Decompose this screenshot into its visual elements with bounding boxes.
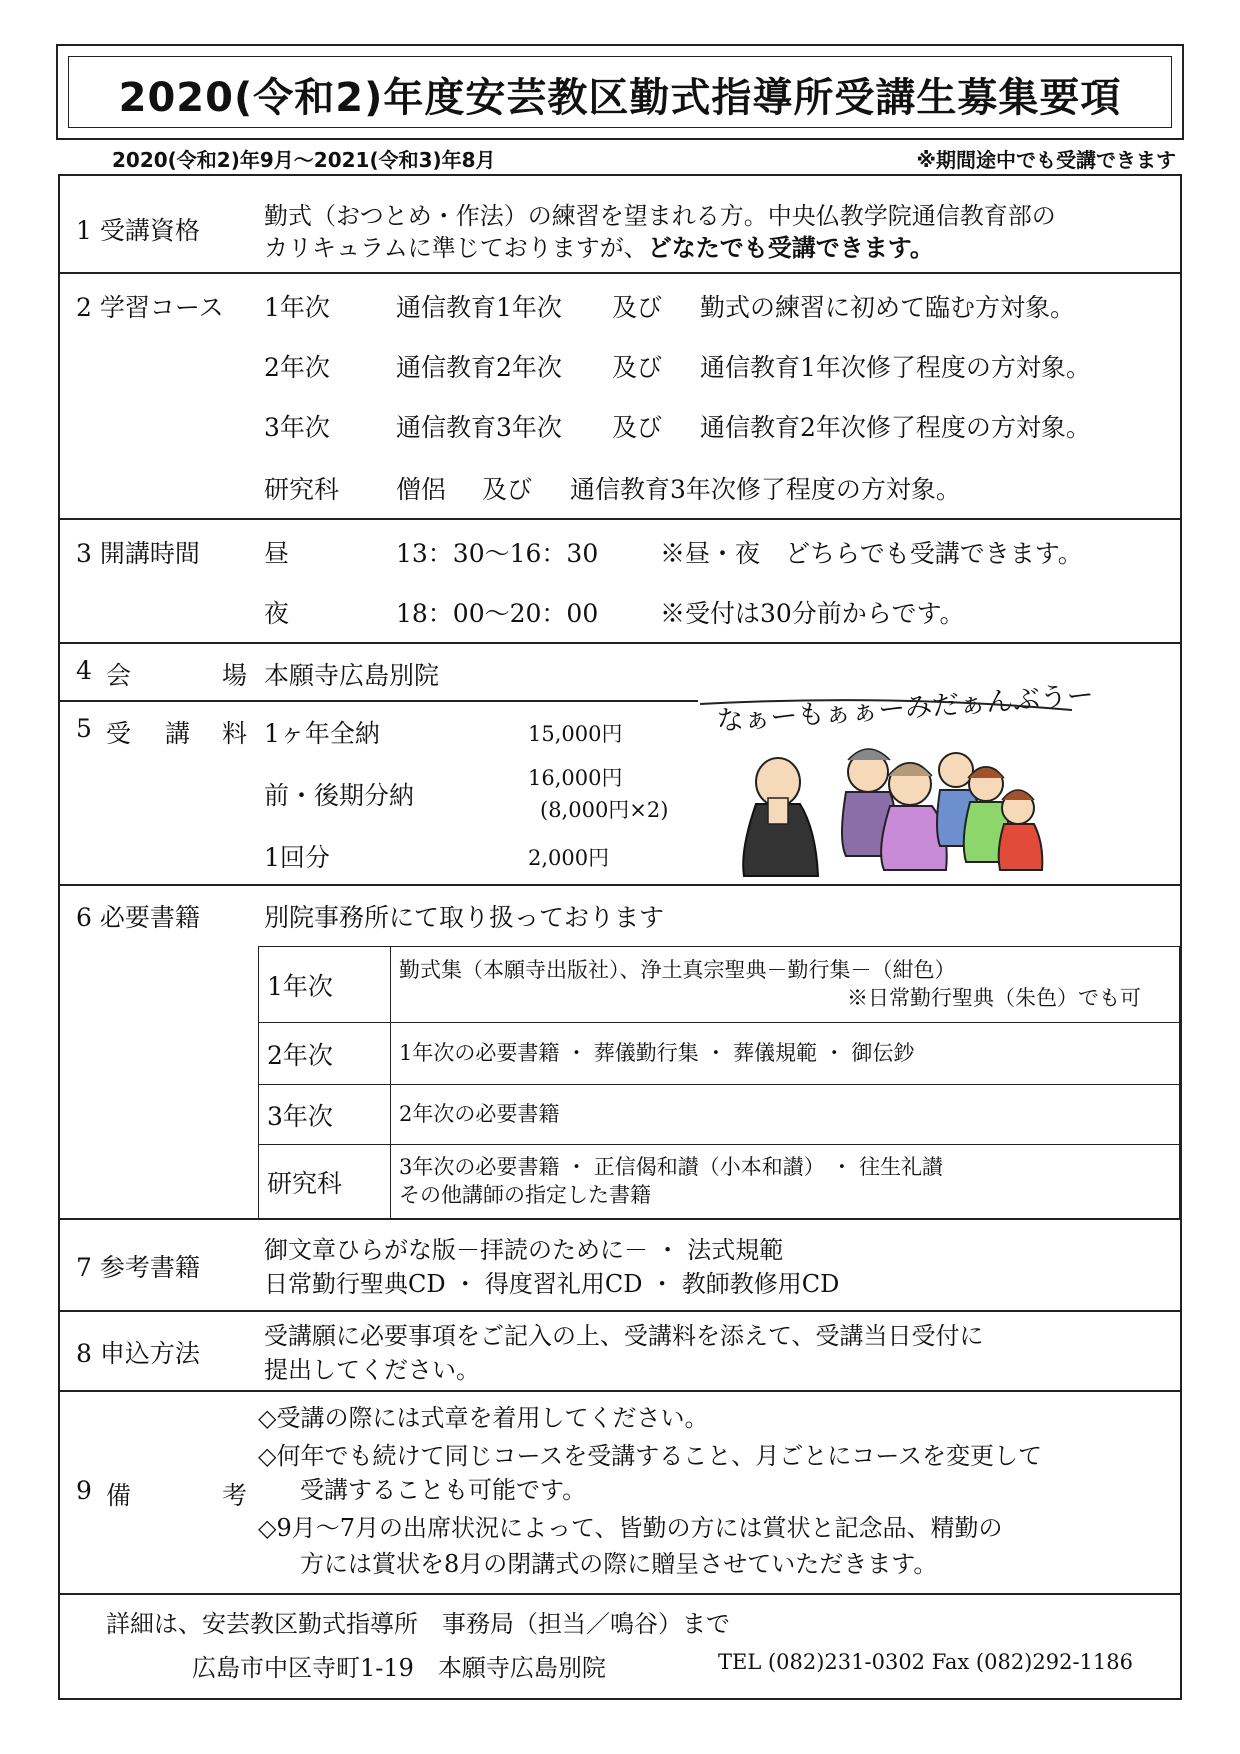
course-and: 及び (612, 413, 663, 442)
section-5-label-num: 5 (76, 714, 92, 743)
divider (58, 700, 698, 702)
venue: 本願寺広島別院 (264, 661, 440, 690)
table-row (259, 947, 1180, 1023)
reference-line-1: 御文章ひらがな版－拝読のために－ ・ 法式規範 (264, 1236, 784, 1264)
section-9-label-a: 備 (106, 1481, 132, 1510)
day-time: 13：30～16：30 (396, 539, 599, 568)
course-year: 2年次 (264, 353, 330, 382)
divider (58, 272, 1182, 274)
remark-line-2: ◇何年でも続けて同じコースを受講すること、月ごとにコースを変更して (258, 1442, 1043, 1470)
required-books-table (258, 946, 1180, 1219)
night-time: 18：00～20：00 (396, 599, 599, 628)
remark-line-3: 受講することも可能です。 (300, 1476, 587, 1504)
book-year: 3年次 (259, 1085, 391, 1145)
contact-phone: TEL (082)231-0302 Fax (082)292-1186 (718, 1650, 1133, 1674)
illustration-caption: なぁーもぁぁーみだぁんぶうー (715, 679, 1095, 738)
section-5-label-a: 受 (106, 719, 132, 748)
caption-line (700, 700, 1072, 710)
course-target: 勤式の練習に初めて臨む方対象。 (700, 293, 1076, 322)
section-9-label-num: 9 (76, 1476, 92, 1505)
period-note: ※期間途中でも受講できます (916, 148, 1176, 172)
praying-people-illustration (700, 680, 1080, 880)
divider (58, 518, 1182, 520)
course-name: 通信教育3年次 (396, 413, 562, 442)
course-and: 及び (482, 475, 533, 504)
course-year: 3年次 (264, 413, 330, 442)
divider (58, 1310, 1182, 1312)
book-line: その他講師の指定した書籍 (399, 1182, 651, 1207)
books-intro: 別院事務所にて取り扱っております (264, 903, 665, 932)
section-2-label: 2 学習コース (76, 293, 224, 322)
section-1-line-1: 勤式（おつとめ・作法）の練習を望まれる方。中央仏教学院通信教育部の (264, 202, 1056, 230)
section-5-label-b: 講 (165, 719, 191, 748)
section-1-line-2a: カリキュラムに準じておりますが、 (264, 234, 648, 262)
kid-figure (999, 790, 1043, 870)
course-and: 及び (612, 293, 663, 322)
apply-line-1: 受講願に必要事項をご記入の上、受講料を添えて、受講当日受付に (264, 1322, 984, 1350)
course-period: 2020(令和2)年9月～2021(令和3)年8月 (112, 148, 496, 172)
fee-price: 15,000円 (528, 722, 623, 746)
divider (58, 1390, 1182, 1392)
section-9-label-b: 考 (222, 1481, 248, 1510)
night-note: ※受付は30分前からです。 (660, 599, 965, 628)
fee-name: 1ヶ年全納 (264, 719, 380, 748)
course-year: 1年次 (264, 293, 330, 322)
section-8-label: 8 申込方法 (76, 1339, 200, 1368)
fee-detail: (8,000円×2) (540, 798, 669, 822)
book-content (391, 1145, 1180, 1219)
section-1-label: 1 受講資格 (76, 216, 200, 245)
section-5-label-c: 料 (222, 719, 248, 748)
section-3-label: 3 開講時間 (76, 539, 200, 568)
book-year: 1年次 (259, 947, 391, 1023)
table-row (259, 1085, 1180, 1145)
title-frame (56, 44, 1184, 140)
section-4-label-b: 場 (222, 661, 248, 690)
table-row (259, 1145, 1180, 1219)
contact-address: 広島市中区寺町1-19 本願寺広島別院 (192, 1654, 606, 1682)
book-line: 勤式集（本願寺出版社）、浄土真宗聖典－勤行集－（紺色） (399, 958, 956, 983)
book-content (391, 947, 1180, 1023)
course-name: 通信教育2年次 (396, 353, 562, 382)
monk-figure (743, 758, 818, 876)
course-target: 通信教育3年次修了程度の方対象。 (570, 475, 961, 504)
page-title: 2020(令和2)年度安芸教区勤式指導所受講生募集要項 (118, 75, 1122, 121)
fee-price: 16,000円 (528, 766, 623, 790)
section-1-highlight: どなたでも受講できます。 (647, 234, 934, 262)
info-table-frame (58, 174, 1182, 1700)
remark-line-1: ◇受講の際には式章を着用してください。 (258, 1404, 709, 1432)
remark-line-4: ◇9月～7月の出席状況によって、皆勤の方には賞状と記念品、精勤の (258, 1514, 1003, 1542)
section-6-label: 6 必要書籍 (76, 903, 200, 932)
fee-price: 2,000円 (528, 846, 610, 870)
divider (58, 1593, 1182, 1595)
reference-line-2: 日常勤行聖典CD ・ 得度習礼用CD ・ 教師教修用CD (264, 1270, 840, 1298)
section-1-line-2 (264, 228, 934, 263)
table-row (259, 1023, 1180, 1085)
course-target: 通信教育2年次修了程度の方対象。 (700, 413, 1091, 442)
night-label: 夜 (264, 599, 290, 628)
remark-line-5: 方には賞状を8月の閉講式の際に贈呈させていただきます。 (300, 1550, 938, 1578)
section-4-label-a: 会 (106, 661, 132, 690)
divider (58, 884, 1182, 886)
contact-line: 詳細は、安芸教区勤式指導所 事務局（担当／鳴谷）まで (106, 1610, 730, 1638)
section-7-label: 7 参考書籍 (76, 1253, 200, 1282)
course-target: 通信教育1年次修了程度の方対象。 (700, 353, 1091, 382)
fee-name: 前・後期分納 (264, 781, 415, 810)
book-year: 2年次 (259, 1023, 391, 1085)
course-year: 研究科 (264, 475, 340, 504)
course-name: 僧侶 (396, 475, 447, 504)
day-note: ※昼・夜 どちらでも受講できます。 (660, 539, 1083, 568)
course-and: 及び (612, 353, 663, 382)
book-line: 3年次の必要書籍 ・ 正信偈和讃（小本和讃） ・ 往生礼讃 (399, 1155, 944, 1180)
section-4-label-num: 4 (76, 656, 92, 685)
book-content: 2年次の必要書籍 (391, 1085, 1180, 1145)
book-content: 1年次の必要書籍 ・ 葬儀勤行集 ・ 葬儀規範 ・ 御伝鈔 (391, 1023, 1180, 1085)
course-name: 通信教育1年次 (396, 293, 562, 322)
book-line-note: ※日常勤行聖典（朱色）でも可 (847, 985, 1141, 1010)
divider (58, 642, 1182, 644)
day-label: 昼 (264, 539, 290, 568)
fee-name: 1回分 (264, 843, 330, 872)
apply-line-2: 提出してください。 (264, 1356, 480, 1384)
book-year: 研究科 (259, 1145, 391, 1219)
